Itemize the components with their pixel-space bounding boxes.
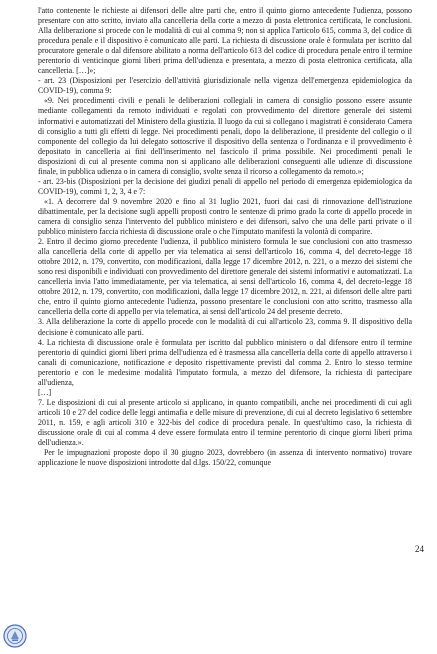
paragraph: - art. 23 (Disposizioni per l'esercizio dell'attività giurisdizionale nella vigenza dell'emergenza epidemiologica da COVID-19), comma 9: xyxy=(38,76,412,96)
paragraph: 2. Entro il decimo giorno precedente l'udienza, il pubblico ministero formula le sue conclusioni con atto trasmesso alla cancelleria della corte di appello per via telematica ai sensi dell'articolo 16, comma 4, del decreto-legge 18 ottobre 2012, n. 179, convertito, con modificazioni, dalla legge 17 dicembre 2012, n. 221, o a mezzo dei sistemi che sono resi disponibili e individuati con provvedimento del direttore generale dei sistemi informativi e automatizzati. La cancelleria invia l'atto immediatamente, per via telematica, ai sensi dell'articolo 16, comma 4, del decreto-legge 18 ottobre 2012, n. 179, convertito, con modificazioni, dalla legge 17 dicembre 2012, n. 221, ai difensori delle altre parti che, entro il quinto giorno antecedente l'udienza, possono presentare le conclusioni con atto scritto, trasmesso alla cancelleria della corte di appello per via telematica, ai sensi dell'articolo 24 del presente decreto. xyxy=(38,237,412,317)
paragraph: 4. La richiesta di discussione orale è formulata per iscritto dal pubblico ministero o dal difensore entro il termine perentorio di quindici giorni liberi prima dell'udienza ed è trasmessa alla cancelleria della corte di appello attraverso i canali di comunicazione, notificazione e deposito rispettivamente previsti dal comma 2. Entro lo stesso termine perentorio e con le medesime modalità l'imputato formula, a mezzo del difensore, la richiesta di partecipare all'udienza, xyxy=(38,337,412,387)
page-body xyxy=(38,6,412,468)
court-seal-logo-icon xyxy=(3,624,27,648)
page-number: 24 xyxy=(415,544,424,554)
paragraph: - art. 23-bis (Disposizioni per la decisione dei giudizi penali di appello nel periodo di emergenza epidemiologica da COVID-19), commi 1, 2, 3, 4 e 7: xyxy=(38,176,412,196)
paragraph: Per le impugnazioni proposte dopo il 30 giugno 2023, dovrebbero (in assenza di intervento normativo) trovare applicazione le nuove disposizioni introdotte dal d.lgs. 150/22, comunque xyxy=(38,448,412,468)
paragraph: 7. Le disposizioni di cui al presente articolo si applicano, in quanto compatibili, anche nei procedimenti di cui agli articoli 10 e 27 del codice delle leggi antimafia e delle misure di prevenzione, di cui al decreto legislativo 6 settembre 2011, n. 159, e agli articoli 310 e 322-bis del codice di procedura penale. In quest'ultimo caso, la richiesta di discussione orale di cui al comma 4 deve essere formulata entro il termine perentorio di cinque giorni liberi prima dell'udienza.». xyxy=(38,397,412,448)
paragraph: «9. Nei procedimenti civili e penali le deliberazioni collegiali in camera di consiglio possono essere assunte mediante collegamenti da remoto individuati e regolati con provvedimento del direttore generale dei sistemi informativi e automatizzati del Ministero della giustizia. Il luogo da cui si collegano i magistrati è considerato Camera di consiglio a tutti gli effetti di legge. Nei procedimenti penali, dopo la deliberazione, il presidente del collegio o il componente del collegio da lui delegato sottoscrive il dispositivo della sentenza o l'ordinanza e il provvedimento è depositato in cancelleria ai fini dell'inserimento nel fascicolo il prima possibile. Nei procedimenti penali le disposizioni di cui al presente comma non si applicano alle deliberazioni conseguenti alle udienze di discussione finale, in pubblica udienza o in camera di consiglio, svolte senza il ricorso a collegamento da remoto.»; xyxy=(38,96,412,176)
paragraph: l'atto contenente le richieste ai difensori delle altre parti che, entro il quinto giorno antecedente l'udienza, possono presentare con atto scritto, inviato alla cancelleria della corte a mezzo di posta elettronica certificata, le conclusioni. Alla deliberazione si procede con le modalità di cui al comma 9; non si applica l'articolo 615, comma 3, del codice di procedura penale e il dispositivo è comunicato alle parti. La richiesta di discussione orale è formulata per iscritto dal procuratore generale o dal difensore abilitato a norma dell'articolo 613 del codice di procedura penale entro il termine perentorio di venticinque giorni liberi prima dell'udienza e presentata, a mezzo di posta elettronica certificata, alla cancelleria. […]»; xyxy=(38,6,412,76)
paragraph: […] xyxy=(38,387,52,397)
court-seal-logo-icon xyxy=(3,624,27,648)
paragraph: 3. Alla deliberazione la corte di appello procede con le modalità di cui all'articolo 23, comma 9. Il dispositivo della decisione è comunicato alle parti. xyxy=(38,317,412,337)
paragraph: «1. A decorrere dal 9 novembre 2020 e fino al 31 luglio 2021, fuori dai casi di rinnovazione dell'istruzione dibattimentale, per la decisione sugli appelli proposti contro le sentenze di primo grado la corte di appello procede in camera di consiglio senza l'intervento del pubblico ministero e dei difensori, salvo che una delle parti private o il pubblico ministero faccia richiesta di discussione orale o che l'imputato manifesti la volontà di comparire. xyxy=(38,196,412,237)
